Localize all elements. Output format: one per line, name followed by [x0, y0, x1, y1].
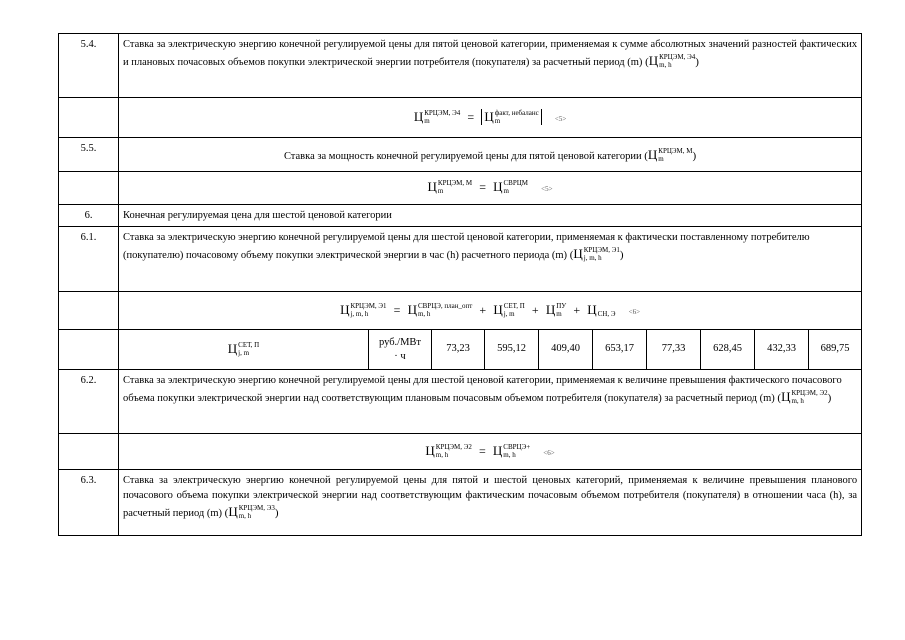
row-number: 5.5. — [59, 138, 119, 172]
description-text: Конечная регулируемая цена для шестой ценовой категории — [123, 210, 392, 221]
price-symbol: Ц КРЦЭМ, Э2 m, h — [781, 388, 828, 405]
formula: Ц КРЦЭМ, М m = Ц СВРЦМ m <5> — [119, 172, 862, 205]
table-row — [59, 34, 862, 98]
value-cell: 653,17 — [593, 330, 647, 370]
price-symbol: Ц КРЦЭМ, Э3 m, h — [228, 503, 275, 520]
description-text: Ставка за электрическую энергию конечной регулируемой цены для шестой ценовой категории, применяемая к величине превышения фактического почасового объема покупки электрической энергии над соответствующим плановым почасовым объемом потребителя (покупателя) за расчетный период (m) — [123, 375, 842, 404]
formula: Ц КРЦЭМ, Э4 m = Ц факт, небаланс m <5> — [119, 98, 862, 138]
description-text: Ставка за электрическую энергию конечной регулируемой цены для пятой и шестой ценовых категорий, применяемая к величине превышения планового почасового объема покупки электрической энергии над соответствующим фактическим почасовым объемом потребителя (покупателя) в отношении часа (h), за расчетный период (m) — [123, 475, 858, 519]
value-cell: 432,33 — [755, 330, 809, 370]
description-text: Ставка за электрическую энергию конечной регулируемой цены для шестой ценовой категории, применяемая к фактически поставленному потребителю (покупателю) почасовому объему покупки электрической энергии в час (h) расчетного периода (m) — [123, 232, 810, 261]
row-description: Ставка за электрическую энергию конечной регулируемой цены для шестой ценовой категории, применяемая к фактически поставленному потребителю (покупателю) почасовому объему покупки электрической энергии в час (h) расчетного периода (m) (Ц КРЦЭМ, Э1 j, m, h ) — [119, 227, 862, 292]
footnote-ref: <6> — [628, 307, 641, 316]
values-label: Ц СЕТ, П j, m — [119, 330, 369, 370]
row-description: Ставка за мощность конечной регулируемой цены для пятой ценовой категории (Ц КРЦЭМ, М m ) — [119, 138, 862, 172]
document-page — [58, 33, 861, 536]
value-cell: 595,12 — [485, 330, 539, 370]
row-description — [119, 205, 862, 227]
unit-cell: руб./МВт · ч — [369, 330, 432, 370]
row-number: 5.4. — [59, 34, 119, 98]
row-number: 6.2. — [59, 370, 119, 434]
price-symbol: Ц КРЦЭМ, М m — [647, 146, 693, 163]
absolute-value: Ц факт, небаланс m — [481, 109, 541, 125]
table-row — [59, 370, 862, 434]
formula: Ц КРЦЭМ, Э1 j, m, h = Ц СВРЦЭ, план_опт m, h + Ц СЕТ, П j, m + Ц ПУ m + Ц СН, Э <6> — [119, 292, 862, 330]
table-row — [59, 227, 862, 292]
price-symbol: Ц КРЦЭМ, Э4 m, h — [648, 52, 696, 69]
table-row — [59, 205, 862, 227]
row-description: Ставка за электрическую энергию конечной регулируемой цены для шестой ценовой категории, применяемая к величине превышения фактического почасового объема покупки электрической энергии над соответствующим плановым почасовым объемом потребителя (покупателя) за расчетный период (m) (Ц КРЦЭМ, Э2 m, h ) — [119, 370, 862, 434]
value-cell: 77,33 — [647, 330, 701, 370]
formula-row — [59, 434, 862, 470]
value-cell: 73,23 — [432, 330, 485, 370]
description-text: Ставка за электрическую энергию конечной регулируемой цены для пятой ценовой категории, применяемая к сумме абсолютных значений разностей фактических и плановых почасовых объемов покупки электрической энергии потребителя (покупателя) за расчетный период (m) — [123, 39, 858, 68]
description-text: Ставка за мощность конечной регулируемой цены для пятой ценовой категории — [283, 150, 642, 162]
formula-row — [59, 98, 862, 138]
value-cell: 689,75 — [809, 330, 862, 370]
row-number: 6. — [59, 205, 119, 227]
formula: Ц КРЦЭМ, Э2 m, h = Ц СВРЦЭ+ m, h <6> — [119, 434, 862, 470]
tariff-table — [58, 33, 862, 536]
footnote-ref: <5> — [554, 114, 567, 123]
footnote-ref: <5> — [541, 185, 553, 194]
table-row — [59, 138, 862, 172]
row-number: 6.1. — [59, 227, 119, 292]
formula-row — [59, 172, 862, 205]
row-number: 6.3. — [59, 470, 119, 536]
value-cell: 628,45 — [701, 330, 755, 370]
formula-row — [59, 292, 862, 330]
row-description: Ставка за электрическую энергию конечной регулируемой цены для пятой и шестой ценовых категорий, применяемая к величине превышения планового почасового объема покупки электрической энергии над соответствующим фактическим почасовым объемом потребителя (покупателя) в отношении часа (h), за расчетный период (m) (Ц КРЦЭМ, Э3 m, h ) — [119, 470, 862, 536]
footnote-ref: <6> — [543, 448, 555, 457]
value-cell: 409,40 — [539, 330, 593, 370]
values-row — [59, 330, 862, 370]
table-row — [59, 470, 862, 536]
row-description: Ставка за электрическую энергию конечной регулируемой цены для пятой ценовой категории, применяемая к сумме абсолютных значений разностей фактических и плановых почасовых объемов покупки электрической энергии потребителя (покупателя) за расчетный период (m) (Ц КРЦЭМ, Э4 m, h ) — [119, 34, 862, 98]
price-symbol: Ц КРЦЭМ, Э1 j, m, h — [573, 245, 620, 262]
